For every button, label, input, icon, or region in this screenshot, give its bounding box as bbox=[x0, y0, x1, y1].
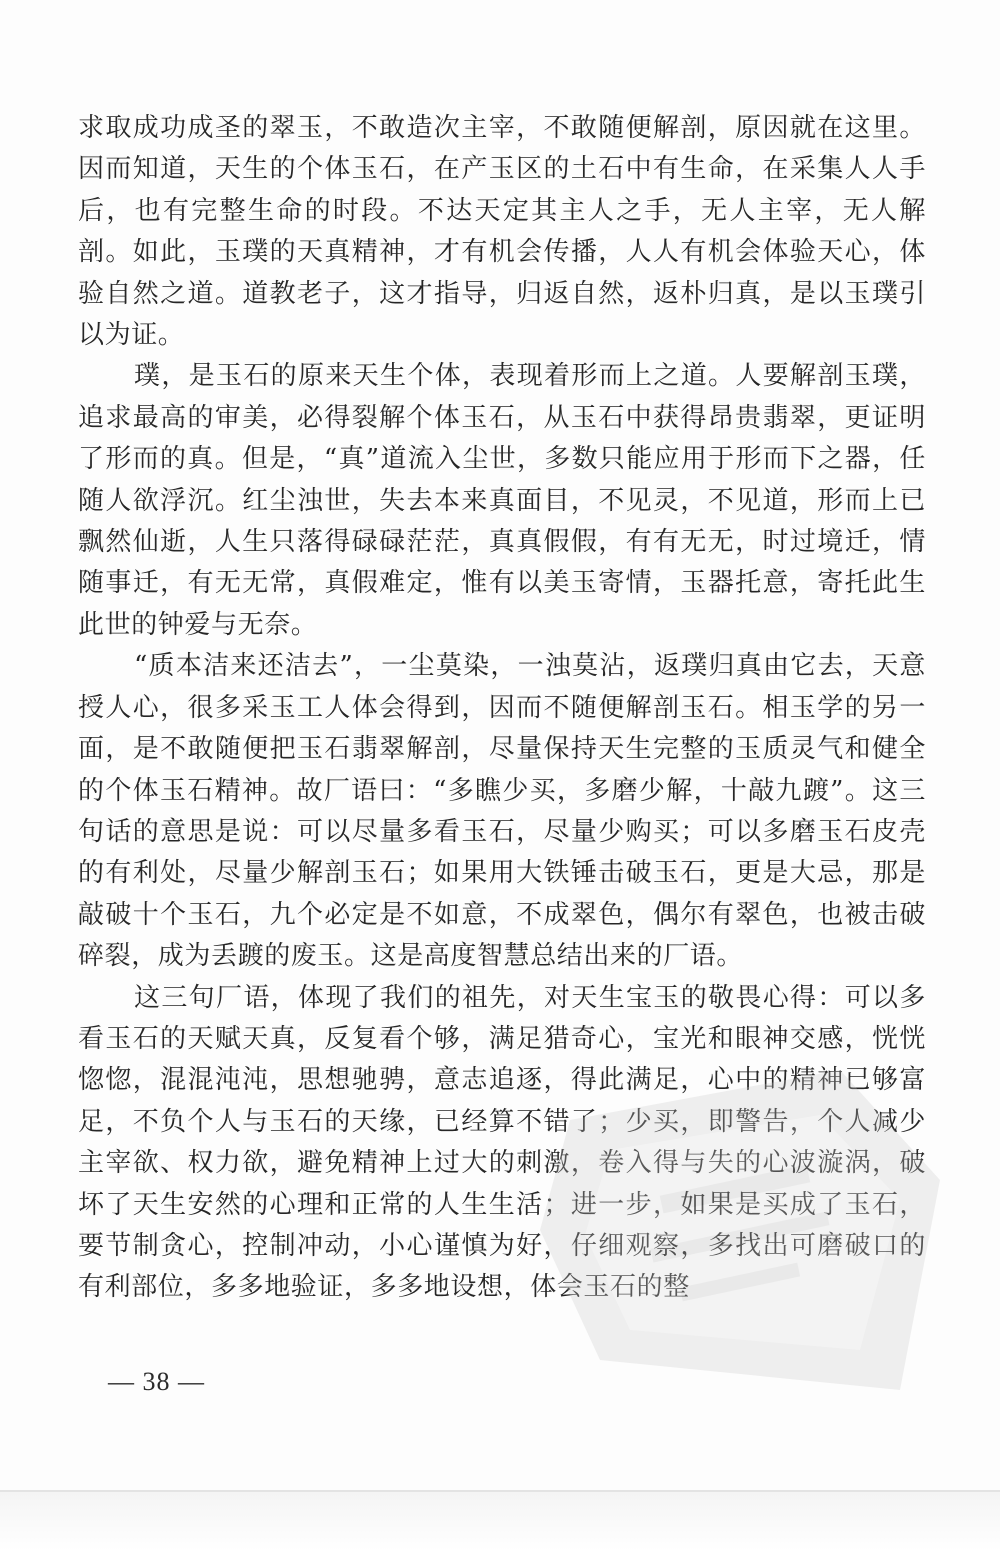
page-number: — 38 — bbox=[108, 1367, 205, 1396]
body-text bbox=[78, 108, 926, 1309]
paragraph-2: 璞，是玉石的原来天生个体，表现着形而上之道。人要解剖玉璞，追求最高的审美，必得裂解个体玉石，从玉石中获得昂贵翡翠，更证明了形而的真。但是，“真”道流入尘世，多数只能应用于形而下之器，任随人欲浮沉。红尘浊世，失去本来真面目，不见灵，不见道，形而上已飘然仙逝，人生只落得碌碌茫茫，真真假假，有有无无，时过境迁，情随事迁，有无无常，真假难定，惟有以美玉寄情，玉器托意，寄托此生此世的钟爱与无奈。 bbox=[78, 361, 926, 640]
paragraph-3: “质本洁来还洁去”，一尘莫染，一浊莫沾，返璞归真由它去，天意授人心，很多采玉工人体会得到，因而不随便解剖玉石。相玉学的另一面，是不敢随便把玉石翡翠解剖，尽量保持天生完整的玉质灵气和健全的个体玉石精神。故厂语曰：“多瞧少买，多磨少解，十敲九踱”。这三句话的意思是说：可以尽量多看玉石，尽量少购买；可以多磨玉石皮壳的有利处，尽量少解剖玉石；如果用大铁锤击破玉石，更是大忌，那是敲破十个玉石，九个必定是不如意，不成翠色，偶尔有翠色，也被击破碎裂，成为丢踱的废玉。这是高度智慧总结出来的厂语。 bbox=[78, 651, 926, 972]
scan-bottom-edge bbox=[0, 1490, 1000, 1551]
paragraph-4: 这三句厂语，体现了我们的祖先，对天生宝玉的敬畏心得：可以多看玉石的天赋天真，反复看个够，满足猎奇心，宝光和眼神交感，恍恍惚惚，混混沌沌，思想驰骋，意志追逐，得此满足，心中的精神已够富足，不负个人与玉石的天缘，已经算不错了；少买，即警告，个人减少主宰欲、权力欲，避免精神上过大的刺激，卷入得与失的心波漩涡，破坏了天生安然的心理和正常的人生生活；进一步，如果是买成了玉石，要节制贪心，控制冲动，小心谨慎为好，仔细观察，多找出可磨破口的有利部位，多多地验证，多多地设想，体会玉石的整 bbox=[78, 982, 926, 1303]
paragraph-1: 求取成功成圣的翠玉，不敢造次主宰，不敢随便解剖，原因就在这里。因而知道，天生的个体玉石，在产玉区的土石中有生命，在采集人人手后，也有完整生命的时段。不达天定其主人之手，无人主宰，无人解剖。如此，玉璞的天真精神，才有机会传播，人人有机会体验天心，体验自然之道。道教老子，这才指导，归返自然，返朴归真，是以玉璞引以为证。 bbox=[78, 113, 926, 351]
